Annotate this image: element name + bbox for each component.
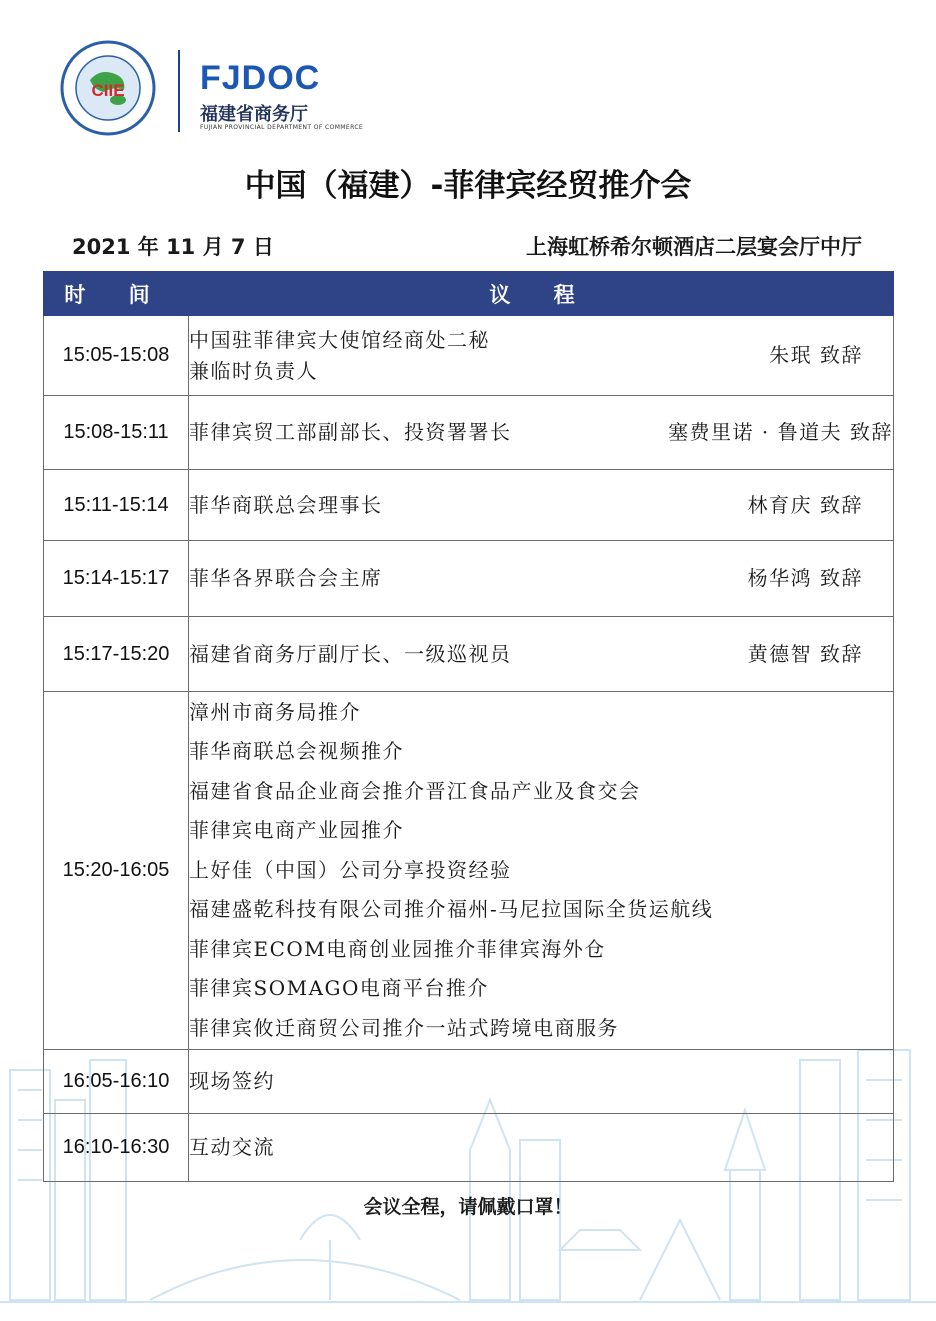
- row-time: 15:08-15:11: [44, 396, 189, 470]
- list-item: 福建省食品企业商会推介晋江食品产业及食交会: [189, 778, 641, 803]
- ciie-logo-text: CIIE: [91, 81, 125, 100]
- agenda-text: 菲华各界联合会主席: [189, 566, 383, 590]
- table-row: [44, 617, 894, 692]
- header-agenda: 议 程: [189, 272, 894, 316]
- list-item: 菲律宾电商产业园推介: [189, 818, 404, 843]
- department-name: 福建省商务厅: [200, 104, 308, 125]
- event-date: 2021 年 11 月 7 日: [72, 235, 274, 259]
- table-row: [44, 692, 894, 1050]
- row-agenda: [189, 617, 894, 692]
- row-time: 15:14-15:17: [44, 541, 189, 617]
- table-row: [44, 396, 894, 470]
- speaker: 林育庆 致辞: [747, 492, 863, 517]
- promo-list: [189, 693, 893, 1049]
- mask-notice: 会议全程，请佩戴口罩！: [363, 1196, 573, 1218]
- row-agenda: [189, 541, 894, 617]
- speaker: 塞费里诺 · 鲁道夫 致辞: [668, 420, 893, 444]
- row-agenda: [189, 1114, 894, 1182]
- event-venue: 上海虹桥希尔顿酒店二层宴会厅中厅: [526, 235, 862, 259]
- list-item: 菲律宾ECOM电商创业园推介菲律宾海外仓: [189, 936, 606, 961]
- row-agenda: [189, 470, 894, 541]
- list-item: 菲律宾SOMAGO电商平台推介: [189, 976, 489, 1001]
- fjdoc-logo: [200, 58, 400, 98]
- row-agenda: [189, 316, 894, 396]
- table-row: [44, 316, 894, 396]
- agenda-text: 互动交流: [189, 1135, 275, 1159]
- fjdoc-wordmark: FJDOC: [200, 59, 321, 97]
- row-time: 15:20-16:05: [44, 692, 189, 1050]
- row-time: 16:10-16:30: [44, 1114, 189, 1182]
- table-header-row: [44, 272, 894, 316]
- table-row: [44, 541, 894, 617]
- list-item: 上好佳（中国）公司分享投资经验: [189, 857, 512, 882]
- speaker: 黄德智 致辞: [747, 641, 863, 666]
- table-row: [44, 1114, 894, 1182]
- list-item: 漳州市商务局推介: [189, 699, 361, 724]
- row-time: 16:05-16:10: [44, 1050, 189, 1114]
- row-time: 15:11-15:14: [44, 470, 189, 541]
- header-time: 时 间: [44, 272, 189, 316]
- agenda-text: 现场签约: [189, 1069, 275, 1093]
- list-item: 菲律宾攸迁商贸公司推介一站式跨境电商服务: [189, 1015, 619, 1040]
- row-time: 15:05-15:08: [44, 316, 189, 396]
- table-row: [44, 1050, 894, 1114]
- row-agenda: [189, 1050, 894, 1114]
- page-title: 中国（福建）-菲律宾经贸推介会: [244, 168, 692, 204]
- agenda-text: 菲华商联总会理事长: [189, 492, 383, 517]
- agenda-text: 兼临时负责人: [189, 358, 318, 383]
- agenda-text: 福建省商务厅副厅长、一级巡视员: [189, 641, 512, 666]
- speaker: 朱珉 致辞: [769, 343, 863, 367]
- list-item: 福建盛乾科技有限公司推介福州-马尼拉国际全货运航线: [189, 897, 714, 922]
- ciie-logo: [60, 40, 156, 136]
- row-time: 15:17-15:20: [44, 617, 189, 692]
- logo-divider: [178, 50, 180, 132]
- row-agenda: [189, 396, 894, 470]
- speaker: 杨华鸿 致辞: [747, 566, 863, 590]
- department-name-en: FUJIAN PROVINCIAL DEPARTMENT OF COMMERCE: [200, 124, 364, 131]
- table-row: [44, 470, 894, 541]
- row-agenda: [189, 692, 894, 1050]
- agenda-text: 菲律宾贸工部副部长、投资署署长: [189, 420, 512, 444]
- agenda-text: 中国驻菲律宾大使馆经商处二秘: [189, 327, 490, 352]
- agenda-table: [43, 271, 894, 1182]
- list-item: 菲华商联总会视频推介: [189, 739, 404, 764]
